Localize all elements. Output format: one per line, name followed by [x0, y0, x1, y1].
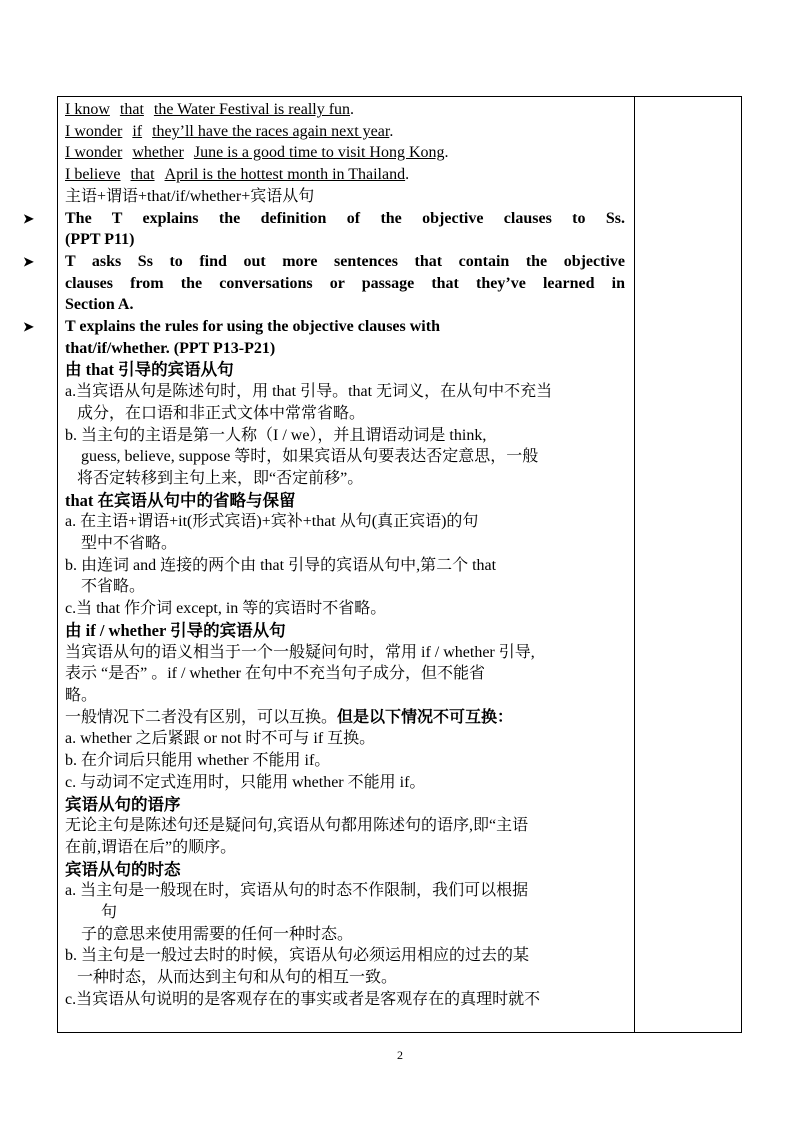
- step-line: ➤ T explains the rules for using the objective clauses with: [65, 316, 625, 338]
- rule-line: b. 当主句的主语是第一人称（I / we），并且谓语动词是 think,: [65, 426, 487, 444]
- section-heading: that 在宾语从句中的省略与保留: [65, 490, 296, 510]
- rule-line: a. 当主句是一般现在时，宾语从句的时态不作限制，我们可以根据: [65, 882, 529, 900]
- step-line: ➤ T asks Ss to find out more sentences that contain the objective: [65, 251, 625, 273]
- rule-line: 子的意思来使用需要的任何一种时态。: [81, 925, 354, 943]
- step-line: Section A.: [65, 296, 134, 314]
- rule-line: b. 在介词后只能用 whether 不能用 if。: [65, 752, 331, 770]
- rule-line: 型中不省略。: [81, 535, 178, 553]
- rule-line: 不省略。: [81, 578, 146, 596]
- rule-line: 表示 “是否” 。if / whether 在句中不充当句子成分，但不能省: [65, 665, 485, 683]
- section-heading: 宾语从句的语序: [65, 794, 181, 814]
- rule-line: 略。: [65, 686, 98, 704]
- step-line: clauses from the conversations or passage that they’ve learned in: [65, 274, 625, 292]
- rule-line: a. whether 之后紧跟 or not 时不可与 if 互换。: [65, 730, 376, 748]
- rule-line: 一种时态，从而达到主句和从句的相互一致。: [77, 969, 398, 987]
- rule-line: c.当 that 作介词 except, in 等的宾语时不省略。: [65, 600, 387, 618]
- arrow-bullet-icon: ➤: [23, 210, 34, 226]
- example-sentence: I believe that April is the hottest month in Thailand.: [65, 166, 410, 184]
- rule-line: b. 由连词 and 连接的两个由 that 引导的宾语从句中,第二个 that: [65, 556, 497, 574]
- rule-line: 成分，在口语和非正式文体中常常省略。: [77, 404, 366, 422]
- content-cell: [23, 99, 625, 1011]
- step-line: ➤ The T explains the definition of the objective clauses to Ss.: [65, 208, 625, 230]
- rule-line: 一般情况下二者没有区别，可以互换。但是以下情况不可互换：: [65, 708, 514, 726]
- rule-line: 在前,谓语在后”的顺序。: [65, 838, 237, 856]
- rule-line: 将否定转移到主句上来，即“否定前移”。: [77, 469, 364, 487]
- lesson-table: [23, 96, 742, 1033]
- section-heading: 由 that 引导的宾语从句: [65, 360, 234, 380]
- arrow-bullet-icon: ➤: [23, 253, 34, 269]
- column-divider: [634, 97, 635, 1032]
- section-heading: 宾语从句的时态: [65, 859, 181, 879]
- rule-line: a. 在主语+谓语+it(形式宾语)+宾补+that 从句(真正宾语)的句: [65, 513, 479, 531]
- page-number: 2: [397, 1048, 403, 1062]
- example-sentence: I wonder whether June is a good time to visit Hong Kong.: [65, 144, 449, 162]
- rule-line: b. 当主句是一般过去时的时候，宾语从句必须运用相应的过去的某: [65, 947, 530, 965]
- example-sentence: I wonder if they’ll have the races again next year.: [65, 122, 394, 140]
- formula-line: 主语+谓语+that/if/whether+宾语从句: [65, 187, 315, 205]
- rule-line: 句: [101, 904, 118, 922]
- rule-line: c. 与动词不定式连用时，只能用 whether 不能用 if。: [65, 773, 426, 791]
- example-sentence: I know that the Water Festival is really fun.: [65, 101, 355, 118]
- step-line: that/if/whether. (PPT P13-P21): [65, 339, 276, 357]
- rule-line: c.当宾语从句说明的是客观存在的事实或者是客观存在的真理时就不: [65, 990, 541, 1008]
- step-line: (PPT P11): [65, 231, 135, 249]
- rule-line: guess, believe, suppose 等时，如果宾语从句要表达否定意思，一般: [81, 448, 539, 466]
- rule-line: 当宾语从句的语义相当于一个一般疑问句时，常用 if / whether 引导,: [65, 643, 535, 661]
- arrow-bullet-icon: ➤: [23, 319, 34, 335]
- section-heading: 由 if / whether 引导的宾语从句: [65, 620, 286, 640]
- rule-line: a.当宾语从句是陈述句时，用 that 引导。that 无词义，在从句中不充当: [65, 383, 553, 401]
- rule-line: 无论主句是陈述句还是疑问句,宾语从句都用陈述句的语序,即“主语: [65, 817, 529, 835]
